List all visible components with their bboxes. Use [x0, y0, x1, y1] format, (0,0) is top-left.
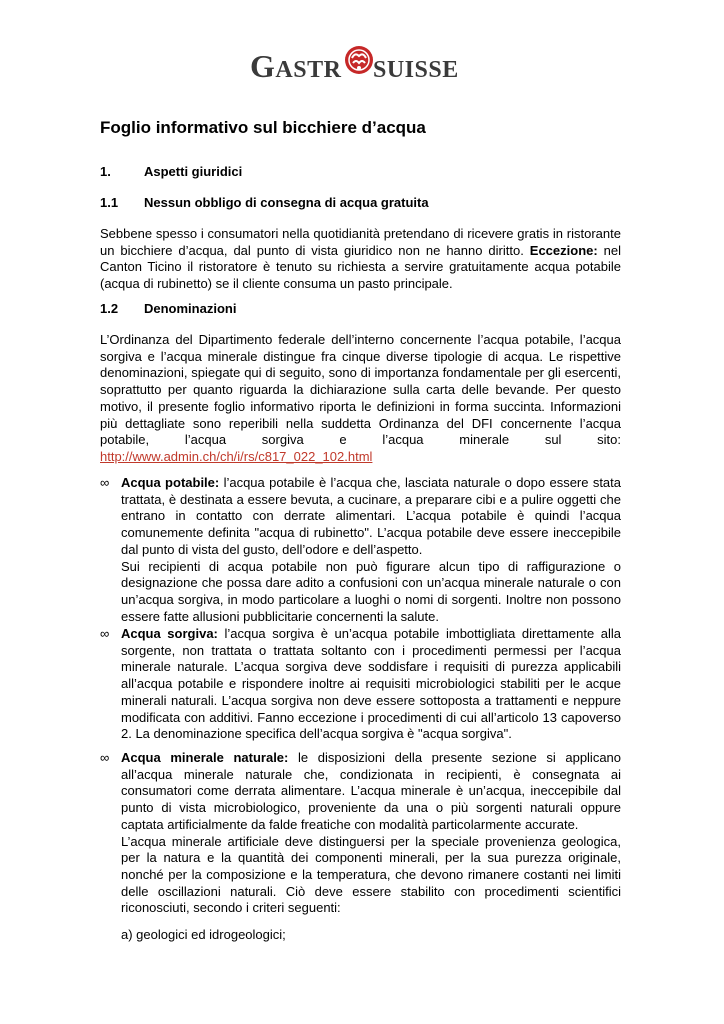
gastrosuisse-logo: [250, 42, 472, 86]
bullet-label: Acqua sorgiva:: [121, 626, 218, 641]
section-number: 1.2: [100, 301, 119, 316]
document-title: Foglio informativo sul bicchiere d’acqua: [100, 118, 426, 137]
bullet-acqua-sorgiva: ∞ Acqua sorgiva: l’acqua sorgiva è un’acqua potabile imbottigliata direttamente alla sorgente, non trattata o trattata soltanto con i procedimenti permessi per l’acqua minerale naturale. L’acqua sorgiva deve soddisfare i requisiti di purezza applicabili all’acqua potabile e rispondere inoltre ai requisiti microbiologici stabiliti per le acque minerali naturali. L’acqua sorgiva non deve essere sottoposta a trattamenti e neppure modificata con additivi. Fanno eccezione i procedimenti di cui all’articolo 13 capoverso 2. La denominazione specifica dell’acqua sorgiva è "acqua sorgiva".: [100, 626, 621, 742]
section-heading-1-1: [100, 195, 429, 210]
section-label: Denominazioni: [144, 301, 237, 316]
logo-text-left: GASTR: [250, 48, 342, 84]
logo-emblem-icon: [344, 44, 374, 76]
bullet-mark: ∞: [100, 475, 110, 490]
logo-text-right: SUISSE: [373, 57, 459, 83]
criteria-item-a: a) geologici ed idrogeologici;: [121, 927, 286, 942]
paragraph-free-water: Sebbene spesso i consumatori nella quotidianità pretendano di ricevere gratis in ristorante un bicchiere d’acqua, dal punto di vista giuridico non ne hanno diritto. Eccezione: nel Canton Ticino il ristoratore è tenuto su richiesta a servire gratuitamente acqua potabile (acqua di rubinetto) se il cliente consuma un pasto principale.: [100, 226, 621, 292]
bullet-continuation: L’acqua minerale artificiale deve distinguersi per la speciale provenienza geologica, per la natura e la quantità dei componenti minerali, per la sua purezza originale, nonché per la composizione e la temperatura, che devono rimanere costanti nei limiti delle oscillazioni naturali. Ciò deve essere stabilito con procedimenti scientifici riconosciuti, secondo i criteri seguenti:: [121, 833, 621, 916]
exception-label: Eccezione:: [529, 242, 598, 258]
section-label: Nessun obbligo di consegna di acqua gratuita: [144, 195, 429, 210]
bullet-acqua-minerale: ∞ Acqua minerale naturale: le disposizioni della presente sezione si applicano all’acqua minerale naturale che, condizionata in recipienti, è consegnata ai consumatori come derrata alimentare. L’acqua minerale è un’acqua, ineccepibile dal punto di vista microbiologico, proveniente da una o più sorgenti naturali oppure captata artificialmente da falde freatiche con modalità particolarmente accurate. L’acqua minerale artificiale deve distinguersi per la speciale provenienza geologica, per la natura e la quantità dei componenti minerali, per la sua purezza originale, nonché per la composizione e la temperatura, che devono rimanere costanti nei limiti delle oscillazioni naturali. Ciò deve essere stabilito con procedimenti scientifici riconosciuti, secondo i criteri seguenti:: [100, 750, 622, 916]
bullet-mark: ∞: [100, 750, 110, 765]
section-heading-1-2: [100, 301, 236, 316]
section-label: Aspetti giuridici: [144, 164, 243, 179]
section-number: 1.1: [100, 195, 119, 210]
section-heading-1: [100, 164, 242, 179]
bullet-label: Acqua minerale naturale:: [121, 750, 289, 765]
ordinance-link[interactable]: http://www.admin.ch/ch/i/rs/c817_022_102.html: [100, 448, 373, 464]
bullet-label: Acqua potabile:: [121, 475, 220, 490]
bullet-continuation: Sui recipienti di acqua potabile non può figurare alcun tipo di raffigurazione o designazione che possa dare adito a confusioni con un’acqua minerale naturale o con un’acqua sorgiva, in modo particolare a luoghi o nomi di sorgenti. Inoltre non possono essere fatte allusioni pubblicitarie concernenti la salute.: [121, 558, 621, 624]
bullet-acqua-potabile: ∞ Acqua potabile: l’acqua potabile è l’acqua che, lasciata naturale o dopo essere stata trattata, è destinata a essere bevuta, a cucinare, a preparare cibi e a pulire oggetti che entrano in contatto con derrate alimentari. L’acqua potabile è quindi l’acqua comunemente definita "acqua di rubinetto". L’acqua potabile deve essere ineccepibile dal punto di vista del gusto, dell’odore e dell’aspetto. Sui recipienti di acqua potabile non può figurare alcun tipo di raffigurazione o designazione che possa dare adito a confusioni con un’acqua minerale naturale o con un’acqua sorgiva, in modo particolare a luoghi o nomi di sorgenti. Inoltre non possono essere fatte allusioni pubblicitarie concernenti la salute.: [100, 475, 621, 624]
bullet-mark: ∞: [100, 626, 110, 641]
paragraph-denominations: L’Ordinanza del Dipartimento federale dell’interno concernente l’acqua potabile, l’acqua sorgiva e l’acqua minerale distingue fra cinque diverse tipologie di acqua. Le rispettive denominazioni, spiegate qui di seguito, sono di importanza fondamentale per gli esercenti, soprattutto per quanto riguarda la dichiarazione sulla carta delle bevande. Per questo motivo, il presente foglio informativo riporta le definizioni in forma succinta. Informazioni più dettagliate sono reperibili nella suddetta Ordinanza del DFI concernente l’acqua potabile, l’acqua sorgiva e l’acqua minerale sul sito: http://www.admin.ch/ch/i/rs/c817_022_102.html: [100, 332, 621, 464]
section-number: 1.: [100, 164, 111, 179]
